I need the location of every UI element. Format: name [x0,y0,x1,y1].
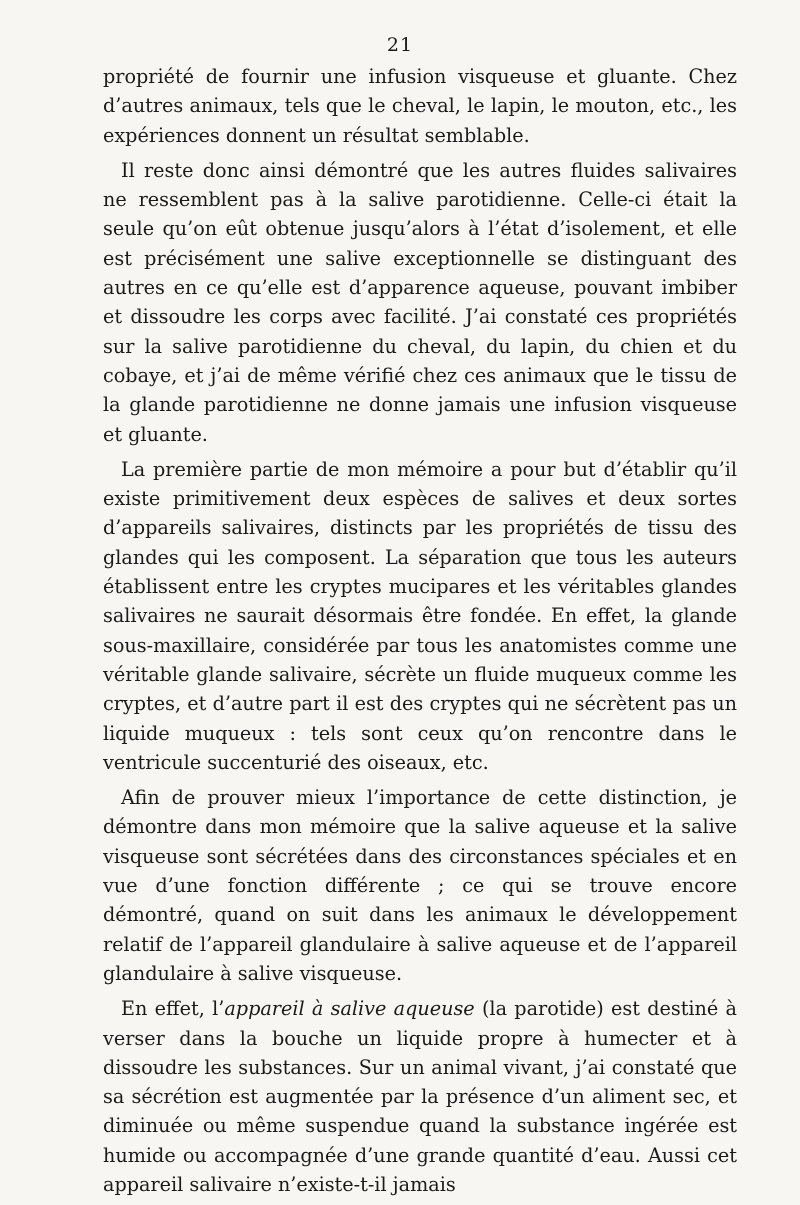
paragraph-5-italic: appareil à salive aqueuse [224,997,475,1021]
paragraph-1: propriété de fournir une infusion visqueuse et gluante. Chez d’autres animaux, tels que le cheval, le lapin, le mouton, etc., les expériences donnent un résultat semblable. [103,65,737,147]
paragraph-5 [103,994,737,1199]
page-number: 21 [386,34,414,56]
body-text [103,62,737,1205]
paragraph-3: La première partie de mon mémoire a pour but d’établir qu’il existe primitivement deux espèces de salives et deux sortes d’appareils salivaires, distincts par les propriétés de tissu des glandes qui les composent. La séparation que tous les auteurs établissent entre les cryptes mucipares et les véritables glandes salivaires ne saurait désormais être fondée. En effet, la glande sous-maxillaire, considérée par tous les anatomistes comme une véritable glande salivaire, sécrète un fluide muqueux comme les cryptes, et d’autre part il est des cryptes qui ne sécrètent pas un liquide muqueux : tels sont ceux qu’on rencontre dans le ventricule succenturié des oiseaux, etc. [103,457,737,774]
paragraph-4: Afin de prouver mieux l’importance de cette distinction, je démontre dans mon mémoire que la salive aqueuse et la salive visqueuse sont sécrétées dans des circonstances spéciales et en vue d’une fonction différente ; ce qui se trouve encore démontré, quand on suit dans les animaux le développement relatif de l’appareil glandulaire à salive aqueuse et de l’appareil glandulaire à salive visqueuse. [103,786,737,985]
paragraph-2: Il reste donc ainsi démontré que les autres fluides salivaires ne ressemblent pas à la salive parotidienne. Celle-ci était la seule qu’on eût obtenue jusqu’alors à l’état d’isolement, et elle est précisément une salive exceptionnelle se distinguant des autres en ce qu’elle est d’apparence aqueuse, pouvant imbiber et dissoudre les corps avec facilité. J’ai constaté ces propriétés sur la salive parotidienne du cheval, du lapin, du chien et du cobaye, et j’ai de même vérifié chez ces animaux que le tissu de la glande parotidienne ne donne jamais une infusion visqueuse et gluante. [103,158,737,446]
paragraph-5-end: (la parotide) est destiné à verser dans la bouche un liquide propre à humecter et à dissoudre les substances. Sur un animal vivant, j’ai constaté que sa sécrétion est augmentée par la présence d’un aliment sec, et diminuée ou même suspendue quand la substance ingérée est humide ou accompagnée d’une grande quantité d’eau. Aussi cet appareil salivaire n’existe-t-il jamais [103,997,737,1196]
paragraph-5-start: En effet, l’ [121,997,225,1021]
